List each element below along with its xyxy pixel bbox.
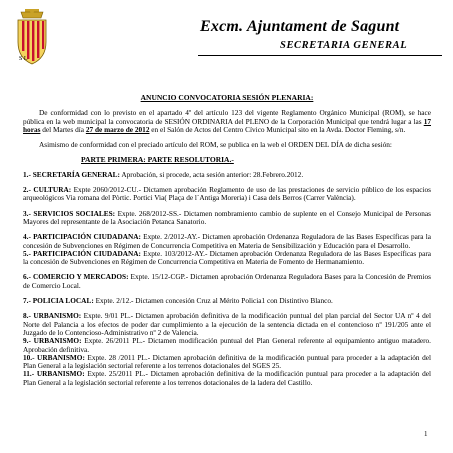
agenda-item-9-text: Expte. 26/2011 PL.- Dictamen modificación puntual del Plan General referente al equipamiento antiguo matadero. Aprobación definitiva. — [23, 336, 431, 354]
agenda-item-11-lead: 11.- URBANISMO: — [23, 369, 85, 379]
agenda-item-6 — [23, 273, 431, 290]
header-divider — [198, 55, 442, 56]
document-body — [23, 94, 431, 387]
agenda-item-3-lead: 3.- SERVICIOS SOCIALES: — [23, 208, 116, 218]
announcement-heading: ANUNCIO CONVOCATORIA SESIÓN PLENARIA: — [140, 93, 314, 102]
agenda-item-10 — [23, 354, 431, 371]
intro-text-a: De conformidad con lo previsto en el apartado 4º del artículo 123 del vigente Reglamento Orgánico Municipal (ROM), se hace pública en la web municipal la convocatoria de SESIÓN ORDINARIA del PLENO de la Corporación Municipal que tendrá lugar a las — [23, 108, 431, 126]
agenda-item-5-lead: 5.- PARTICIPACIÓN CIUDADANA: — [23, 248, 141, 258]
part-one-dot: .- — [229, 155, 234, 165]
agenda-item-8-text: Expte. 9/01 PL.- Dictamen aprobación definitiva de la modificación puntual del plan parcial del Sector UA nº 4 del Norte del Palancia a los efectos de poder dar cumplimiento a la ejecución de la sentencia dictada en el contencioso nº 191/205 ante el Juzgado de lo Contencioso-Administrativo nº 2 de Valencia. — [23, 311, 431, 337]
part-one-label: PARTE PRIMERA: PARTE RESOLUTORIA — [81, 155, 230, 165]
agenda-item-11 — [23, 370, 431, 387]
agenda-item-6-lead: 6.- COMERCIO Y MERCADOS: — [23, 272, 129, 282]
page-subtitle: SECRETARIA GENERAL — [280, 40, 408, 51]
agenda-item-10-text: Expte. 28 /2011 PL.- Dictamen aprobación definitiva de la modificación puntual para proceder a la adaptación del Plan General a la legislación sectorial referente a los terrenos dotacionales del SGES 25. — [23, 352, 431, 371]
page-title: Excm. Ajuntament de Sagunt — [200, 18, 400, 35]
agenda-item-6-text: Expte. 15/12-CGP.- Dictamen aprobación Ordenanza Reguladora Bases para la Concesión de Premios de Comercio Local. — [23, 272, 431, 290]
agenda-item-5 — [23, 250, 431, 267]
agenda-item-1-lead: 1.- SECRETARÍA GENERAL: — [23, 169, 120, 179]
session-date: 27 de marzo de 2012 — [85, 124, 150, 134]
agenda-item-7-lead: 7.- POLICIA LOCAL: — [23, 296, 94, 306]
agenda-item-4 — [23, 233, 431, 250]
agenda-item-11-text: Expte. 25/2011 PL.- Dictamen aprobación definitiva de la modificación puntual para proceder a la adaptación del Plan General a la legislación sectorial referente a los terrenos dotacionales de la ladera del Castillo. — [23, 369, 431, 387]
agenda-item-7-text: Expte. 2/12.- Dictamen concesión Cruz al Mérito Policia1 con Distintivo Blanco. — [93, 296, 333, 306]
intro-text-c: en el Salón de Actos del Centro Cívico Municipal sito en la Avda. Doctor Fleming, s/n. — [149, 124, 406, 134]
agenda-item-7 — [23, 297, 431, 305]
page-number: 1 — [424, 430, 428, 438]
agenda-item-9-lead: 9.- URBANISMO: — [23, 336, 82, 346]
session-time: 17 horas — [23, 116, 431, 134]
agenda-item-8 — [23, 312, 431, 337]
agenda-item-4-text: Expte. 2/2012-AY.- Dictamen aprobación Ordenanza Reguladora de las Bases Específicas para la concesión de Subvenciones en Régimen de Concurrencia Competitiva en Materia de Sensibilización y Educación para el Desarrollo. — [23, 232, 432, 250]
agenda-item-1 — [23, 171, 431, 179]
agenda-intro-paragraph: Asimismo de conformidad con el preciado artículo del ROM, se publica en la web el ORDEN DEL DÍA de dicha sesión: — [39, 140, 392, 150]
intro-text-b: del Martes día — [40, 124, 86, 134]
agenda-item-3-text: Expte. 268/2012-SS.- Dictamen nombramiento cambio de suplente en el Consejo Municipal de Personas Mayores del representante de la Asociación Petanca Sanatorio. — [23, 208, 432, 226]
agenda-item-5-text: Expte. 103/2012-AY.- Dictamen aprobación Ordenanza Reguladora de las Bases Específicas para la concesión de Subvenciones en Régimen de Concurrencia Competitiva en Materia de Fomento de Hermanamiento. — [23, 248, 431, 267]
part-one-heading — [81, 156, 431, 164]
intro-paragraph — [23, 109, 431, 134]
crest-letters: S L — [19, 56, 28, 62]
agenda-item-1-text: Aprobación, si procede, acta sesión anterior: 28.Febrero.2012. — [119, 169, 304, 179]
agenda-item-2-lead: 2.- CULTURA: — [23, 185, 72, 195]
agenda-item-2 — [23, 186, 431, 203]
agenda-item-3 — [23, 210, 431, 227]
agenda-item-2-text: Expte 2060/2012-CU.- Dictamen aprobación Reglamento de uso de las prestaciones de servicio público de los espacios arqueológicos Via romana del Pòrtic. Portici Via( Plaça de l´Antiga Moreria) i Casa dels Berros (Carrer València). — [23, 185, 431, 203]
agenda-item-8-lead: 8.- URBANISMO: — [23, 311, 82, 321]
agenda-item-10-lead: 10.- URBANISMO: — [23, 352, 85, 362]
agenda-item-9 — [23, 337, 431, 354]
agenda-item-4-lead: 4.- PARTICIPACIÓN CIUDADANA: — [23, 232, 141, 242]
municipal-crest-logo — [14, 8, 50, 66]
